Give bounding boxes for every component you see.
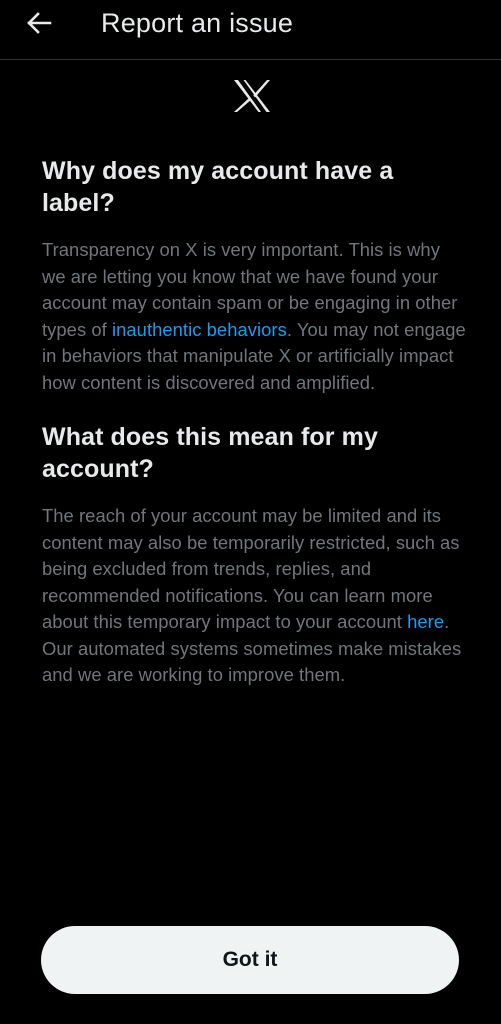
back-button[interactable] xyxy=(22,6,56,40)
here-link[interactable]: here xyxy=(407,611,445,632)
section-paragraph-label xyxy=(42,237,467,396)
section-paragraph-impact xyxy=(42,503,467,689)
x-logo-icon xyxy=(233,79,271,113)
paragraph-text: The reach of your account may be limited and its content may also be temporarily restricted, such as being excluded from trends, replies, and recommended notifications. You can learn more about this temporary impact to your account xyxy=(42,505,460,632)
top-bar xyxy=(0,0,501,60)
section-heading-label: Why does my account have a label? xyxy=(42,157,394,217)
paragraph-text: . You may not engage in behaviors that manipulate X or artificially impact how content is discovered and amplified. xyxy=(42,318,466,393)
paragraph-text: . Our automated systems sometimes make mistakes and we are working to improve them. xyxy=(42,611,462,685)
content xyxy=(42,155,467,689)
page-title: Report an issue xyxy=(101,8,294,38)
inauthentic-behaviors-link[interactable]: inauthentic behaviors xyxy=(111,318,287,340)
got-it-button[interactable]: Got it xyxy=(41,926,459,994)
arrow-left-icon xyxy=(26,11,52,35)
section-heading-impact: What does this mean for my account? xyxy=(42,423,378,483)
paragraph-text: Transparency on X is very important. This is why we are letting you know that we have found your account may contain spam or be engaging in other types of xyxy=(42,239,458,340)
